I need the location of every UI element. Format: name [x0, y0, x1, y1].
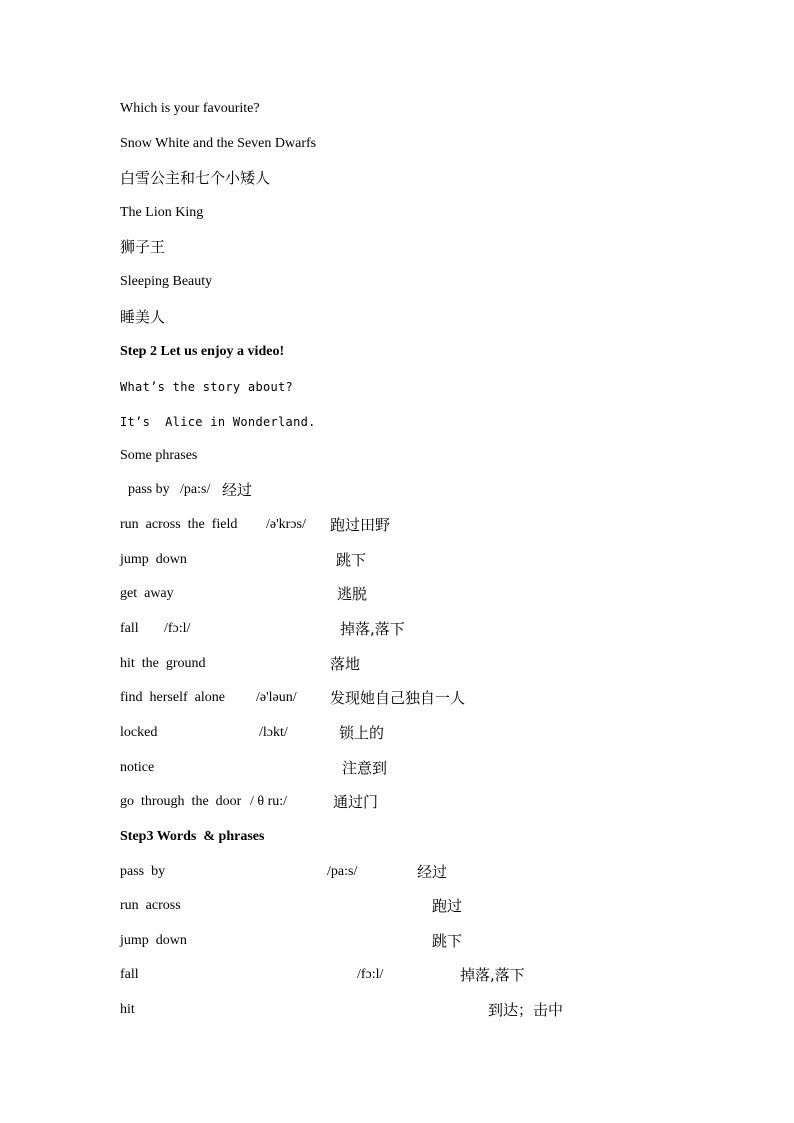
- favourite-question: Which is your favourite?: [120, 101, 260, 116]
- word-phonetic: /fɔ:l/: [357, 967, 384, 982]
- story-answer: It’s Alice in Wonderland.: [120, 415, 316, 429]
- word-row: [0, 897, 794, 917]
- word-row: [0, 1001, 794, 1021]
- movie-title-en: Snow White and the Seven Dwarfs: [120, 136, 317, 151]
- word-en: pass by: [120, 864, 166, 879]
- word-row: [0, 966, 794, 986]
- phrase-en: hit the ground: [120, 656, 206, 671]
- phrase-en: go through the door: [120, 794, 242, 809]
- phrases-heading: Some phrases: [120, 448, 198, 463]
- phrase-row: [0, 655, 794, 675]
- phrase-en: run across the field: [120, 517, 238, 532]
- phrase-cn: 跳下: [336, 551, 367, 569]
- phrase-row: [0, 585, 794, 605]
- phrase-phonetic: /fɔ:l/: [164, 621, 191, 636]
- phrase-en: fall: [120, 621, 139, 636]
- story-question: What’s the story about?: [120, 380, 294, 394]
- phrase-cn: 注意到: [342, 759, 388, 777]
- phrase-cn: 通过门: [333, 793, 379, 811]
- word-cn: 跑过: [432, 897, 463, 915]
- word-phonetic: /pa:s/: [327, 864, 358, 879]
- movie-title-en: The Lion King: [120, 205, 204, 220]
- movie-title-en: Sleeping Beauty: [120, 274, 213, 289]
- phrase-en: notice: [120, 760, 155, 775]
- phrase-row: [0, 516, 794, 536]
- phrase-phonetic: / θ ru:/: [250, 794, 288, 809]
- phrase-phonetic: /pa:s/: [180, 482, 211, 497]
- movie-title-cn: 狮子王: [120, 238, 166, 256]
- phrase-cn: 经过: [222, 481, 253, 499]
- phrase-row: [0, 551, 794, 571]
- word-en: hit: [120, 1002, 135, 1017]
- phrase-en: locked: [120, 725, 158, 740]
- phrase-cn: 锁上的: [339, 724, 385, 742]
- word-en: fall: [120, 967, 139, 982]
- phrase-en: jump down: [120, 552, 187, 567]
- phrase-en: pass by: [128, 482, 170, 497]
- phrase-en: find herself alone: [120, 690, 225, 705]
- word-en: jump down: [120, 933, 187, 948]
- movie-title-cn: 睡美人: [120, 308, 166, 326]
- movie-title-cn: 白雪公主和七个小矮人: [120, 169, 271, 187]
- phrase-row: [0, 620, 794, 640]
- phrase-cn: 逃脱: [337, 585, 368, 603]
- phrase-row: [0, 724, 794, 744]
- phrase-phonetic: /ə'ləun/: [256, 690, 297, 705]
- word-cn: 跳下: [432, 932, 463, 950]
- phrase-en: get away: [120, 586, 174, 601]
- step2-heading: Step 2 Let us enjoy a video!: [120, 344, 285, 359]
- word-row: [0, 863, 794, 883]
- phrase-cn: 跑过田野: [330, 516, 391, 534]
- phrase-row: [0, 793, 794, 813]
- word-en: run across: [120, 898, 181, 913]
- word-cn: 掉落,落下: [460, 966, 525, 984]
- word-row: [0, 932, 794, 952]
- phrase-row: [0, 759, 794, 779]
- phrase-cn: 掉落,落下: [340, 620, 405, 638]
- phrase-row: [0, 689, 794, 709]
- word-cn: 到达；击中: [488, 1001, 564, 1019]
- word-cn: 经过: [417, 863, 448, 881]
- step3-heading: Step3 Words & phrases: [120, 829, 265, 844]
- phrase-cn: 落地: [330, 655, 361, 673]
- phrase-cn: 发现她自己独自一人: [330, 689, 466, 707]
- phrase-phonetic: /ə'krɔs/: [266, 517, 306, 532]
- phrase-row: [0, 481, 794, 501]
- phrase-phonetic: /lɔkt/: [259, 725, 288, 740]
